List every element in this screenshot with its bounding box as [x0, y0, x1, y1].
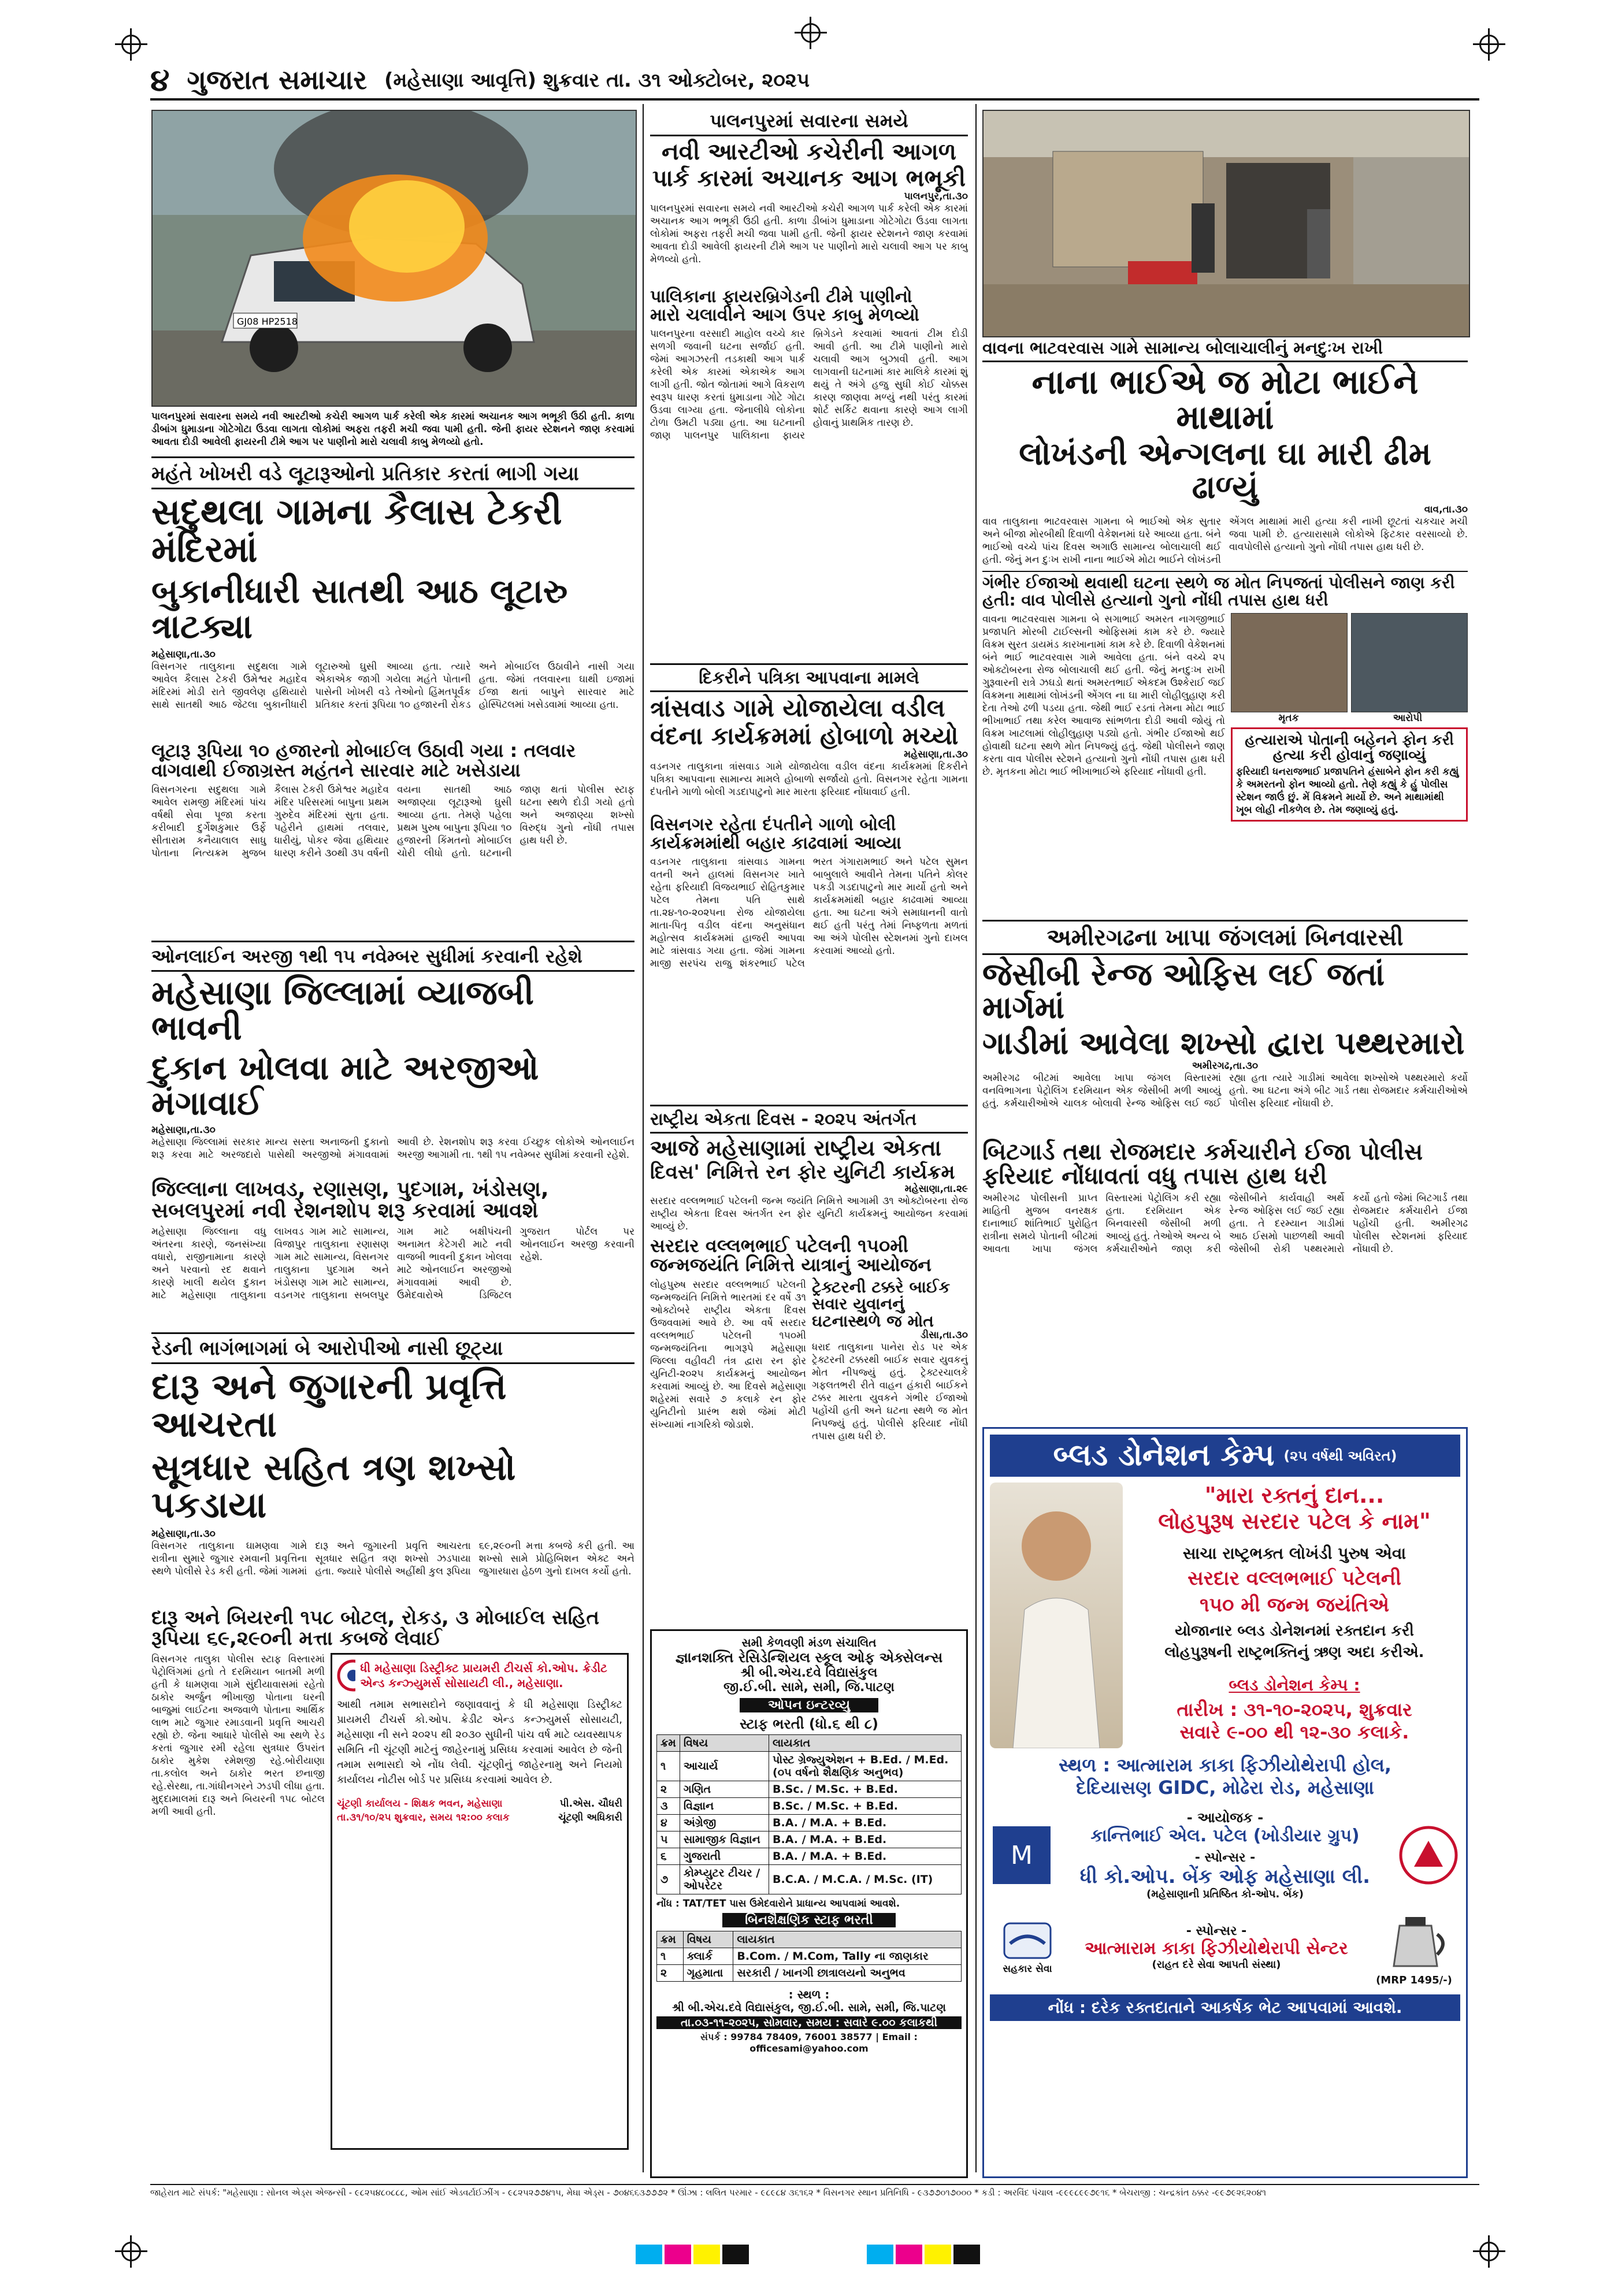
car-fire-sub-2: મારો ચલાવીને આગ ઉપર કાબુ મેળવ્યો — [650, 304, 919, 325]
school-ad — [650, 1629, 968, 2178]
blood-camp-years: (૨૫ વર્ષથી અવિરત) — [1283, 1447, 1397, 1464]
color-bar-yellow — [925, 2245, 951, 2264]
table-row — [657, 1752, 962, 1781]
camp-label: બ્લડ ડોનેશન કેમ્પ : — [1229, 1675, 1360, 1695]
ration-subhead: જિલ્લાના લાખવડ, રણાસણ, પુદગામ, ખંડોસણ, સબલપુરમાં નવી રેશનશોપ શરૂ કરવામાં આવશે — [151, 1177, 549, 1223]
table-row — [657, 1781, 962, 1798]
car-fire-photo — [151, 110, 637, 407]
murder-body: વાવ તાલુકાના ભાટવરવાસ ગામના બે ભાઈઓ એક સુતાર અને બીજા મોરબીથી દિવાળી વેકેશનમાં ઘરે આવ્યા હતા. બંને ભાઈઓ વચ્ચે પાંચ દિવસ અગાઉ સામાન્ય બોલાચાલી થઈ હતી. જેનું મન દુઃખ રાખી નાના ભાઈએ મોટા ભાઈને લોખંડની એંગલ માથામાં મારી હત્યા કરી નાખી છૂટતાં ચકચાર મચી જવા પામી છે. હત્યારાસામે લોકોએ ફિટકાર વરસાવ્યો છે. વાવપોલીસે હત્યાનો ગુનો નોંધી તપાસ હાથ ધરી છે. — [982, 516, 1468, 566]
sponsor-1-sub: (મહેસાણાની પ્રતિષ્ઠિત કો-ઓપ. બેંક) — [1146, 1888, 1304, 1900]
tractor-headline: ટ્રેક્ટરની ટક્કરે બાઈક સવાર યુવાનનું ઘટનાસ્થળે જ મોત — [812, 1277, 951, 1331]
registration-mark — [801, 23, 821, 43]
table-cell: ગણિત — [680, 1781, 769, 1798]
vandana-article — [650, 668, 968, 1101]
sponsor-2-label: - સ્પોન્સર - — [1186, 1924, 1247, 1938]
table-cell: B.A. / M.A. + B.Ed. — [769, 1848, 962, 1865]
staff-heading: સ્ટાફ ભરતી (ધો.૬ થી ૮) — [739, 1716, 879, 1732]
sponsor-1-label: - સ્પોન્સર - — [1194, 1851, 1256, 1865]
society-notice — [331, 1653, 629, 2150]
murder-body-2: વાવના ભાટવરવાસ ગામના બે સગાભાઈ અમરત નાગજીભાઈ પ્રજાપતિ મોરબી ટાઈલ્સની ઓફિસમાં કામ કરે છે. જ્યારે વિક્રમ સુરત ડાયમંડ કારખાનામાં કામ કરે છે. દિવાળી વેકેશનમાં બંને ભાઈ ભાટવરવાસ ગામે આવેલા હતા. બંને વચ્ચે ૨૫ ઓક્ટોબરના રોજ બોલાચાલી થઈ હતી. જેનું મનદુઃખ રાખી ગુરૂવારની રાત્રે ઝઘડો થતાં અમરતભાઈ એકદમ ઉશ્કેરાઈ જઈ વિક્રમના માથામાં લોખંડની એંગલ ના ઘા મારી લોહીલુહાણ કરી દેતા તેઓ ઢળી પડયા હતા. જેથી ભાઈ રડતાં તેમના મોટા ભાઈ ભીખાભાઈ તથા કરેલ આવાજ સાંભળતા દોડી આવી જોયું તો વિક્રમ ખાટલામાં લોહીલુહાણ પડ્યો હતો. ગંભીર ઈજાઓ થઈ હોવાથી ઘટના સ્થળે મોત નિપજ્યું હતું. જેથી પોલીસને જાણ કરતા વાવ પોલીસ સ્ટેશને હત્યાનો ગુનો નોંધી તપાસ હાથ ધરી છે. મૃતકના મોટા ભાઈ ભીખાભાઈએ ફરિયાદ નોંધાવી હતી. — [982, 614, 1225, 778]
vandana-kicker: દિકરીને પત્રિકા આપવાના મામલે — [650, 668, 968, 692]
col-qualification: લાયકાત — [769, 1735, 962, 1752]
portrait-illustration — [990, 1483, 1123, 1748]
table-cell: સામાજીક વિજ્ઞાન — [680, 1831, 769, 1848]
svg-text:M: M — [1011, 1840, 1033, 1870]
table-row — [657, 1815, 962, 1831]
jcb-subhead: બિટગાર્ડ તથા રોજમદાર કર્મચારીને ઈજા પોલીસ ફરિયાદ નોંધાવતાં વધુ તપાસ હાથ ધરી — [982, 1139, 1423, 1190]
unity-dateline: મહેસાણા,તા.૨૯ — [904, 1183, 968, 1195]
murder-subhead: ગંભીર ઈજાઓ થવાથી ઘટના સ્થળે જ મોત નિપજતાં પોલીસને જાણ કરી હતી: વાવ પોલીસે હત્યાનો ગુનો નોંધી તપાસ હાથ ધરી — [982, 571, 1468, 608]
nonteaching-heading: બિનશૈક્ષણિક સ્ટાફ ભરતી — [722, 1913, 896, 1927]
jcb-article — [982, 924, 1468, 1421]
venue-label: : સ્થળ : — [788, 1987, 830, 2001]
table-cell: ૧ — [657, 1752, 680, 1781]
section-rule — [650, 663, 968, 665]
car-fire-headline-1: નવી આરટીઓ કચેરીની આગળ — [662, 139, 956, 165]
society-date: તા.૩૧/૧૦/૨૫ શુક્રવાર, સમય ૧૨:૦૦ કલાક — [337, 1811, 510, 1823]
society-place: ચૂંટણી કાર્યાલય - શિક્ષક ભવન, મહેસાણા — [337, 1797, 503, 1810]
robbery-dateline: મહેસાણા,તા.૩૦ — [151, 648, 216, 660]
col-qualification: લાયકાત — [733, 1931, 962, 1948]
table-cell: B.Sc. / M.Sc. + B.Ed. — [769, 1798, 962, 1815]
murder-dateline: વાવ,તા.૩૦ — [1424, 504, 1468, 516]
blood-camp-ad — [982, 1427, 1468, 2178]
table-cell: B.C.A. / M.C.A. / M.Sc. (IT) — [769, 1865, 962, 1894]
car-fire-article — [650, 110, 968, 659]
color-bar-magenta — [896, 2245, 922, 2264]
ration-body-2: મહેસાણા જિલ્લાના વધુ અંતરના કારણે, જનસંખ્યા વધારો, રાજીનામાના કારણે અને પરવાનો રદ થવાને કારણે ખાલી થયેલ દુકાન માટે મહેસાણા તાલુકાના લાખવડ ગામ માટે સામાન્ય, વિજાપુર તાલુકાના રણાસણ ગામ માટે સામાન્ય, વિસનગર તાલુકાના પુદગામ અને ખંડોસણ ગામ માટે સામાન્ય, વડનગર તાલુકાના સબલપુર ગામ માટે બક્ષીપંચની અનામત કેટેગરી માટે નવી વાજબી ભાવની દુકાન ખોલવા માટે ઓનલાઈન અરજીઓ મંગાવવામાં આવી છે. ઉમેદવારોએ ડિજિટલ ગુજરાત પોર્ટલ પર ઓનલાઈન અરજી કરવાની રહેશે. — [151, 1226, 634, 1302]
school-contact: સંપર્ક : 99784 78409, 76001 38577 | Email : officesami@yahoo.com — [700, 2031, 918, 2054]
car-fire-headline-2: પાર્ક કારમાં અચાનક આગ ભભૂકી — [652, 165, 966, 192]
car-fire-illustration — [153, 111, 636, 406]
car-fire-sub-1: પાલિકાના ફાયરબ્રિગેડની ટીમે પાણીનો — [650, 287, 912, 307]
society-name: ધી મહેસાણા ડિસ્ટ્રીક્ટ પ્રાયમરી ટીચર્સ કો.ઓપ. ક્રેડીટ એન્ડ કન્ઝ્યુમર્સ સોસાયટી લી., મહેસાણા. — [360, 1660, 607, 1690]
school-org: સમી કેળવણી મંડળ સંચાલિત — [741, 1636, 877, 1649]
car-fire-dateline: પાલનપુર,તા.૩૦ — [904, 191, 968, 202]
blood-quote-2: લોહપુરૂષ સરદાર પટેલ કે નામ" — [1158, 1509, 1431, 1534]
unity-headline-2: દિવસ' નિમિત્તે રન ફોર યુનિટી કાર્યક્રમ — [650, 1160, 955, 1184]
camp-time: સવારે ૯-૦૦ થી ૧૨-૩૦ કલાકે. — [1179, 1721, 1409, 1743]
organiser-label: - આયોજક - — [1186, 1810, 1264, 1826]
murder-callout — [1231, 727, 1468, 822]
table-cell: ૨ — [657, 1781, 680, 1798]
robbery-kicker: મહંતે ખોખરી વડે લૂટારૂઓનો પ્રતિકાર કરતાં ભાગી ગયા — [151, 462, 634, 489]
tractor-body: ધરાદ તાલુકાના પાનેરા રોડ પર એક ટ્રેક્ટરની ટક્કરથી બાઈક સવાર યુવકનું મોત નીપજ્યું હતું. ટ્રેક્ટરચાલકે ગફલતભરી રીતે વાહન હંકારી બાઈકને ટક્કર મારતા યુવકને ગંભીર ઈજાઓ પહોંચી હતી અને ઘટના સ્થળે જ મોત નિપજ્યું હતું. પોલીસે ફરિયાદ નોંધી તપાસ હાથ ધરી છે. — [812, 1341, 968, 1442]
sponsor-1: ધી કો.ઓપ. બેંક ઓફ મહેસાણા લી. — [1079, 1865, 1371, 1888]
table-cell: સરકારી / ખાનગી છાત્રાલયનો અનુભવ — [733, 1965, 962, 1982]
organiser-logo-icon — [990, 1823, 1053, 1887]
liquor-dateline: મહેસાણા,તા.૩૦ — [151, 1528, 216, 1540]
newspaper-brand: ગુજરાત સમાચાર — [187, 64, 368, 95]
temple-logo-icon — [1397, 1823, 1460, 1887]
victim-photo — [1231, 613, 1348, 712]
organiser-name: કાન્તિભાઈ એલ. પટેલ (ખોડીયાર ગ્રુપ) — [1090, 1826, 1360, 1846]
section-rule — [151, 941, 634, 942]
robbery-headline-2: બુકાનીધારી સાતથી આઠ લૂટારુ ત્રાટક્યા — [151, 571, 568, 647]
blood-camp-title: બ્લડ ડોનેશન કેમ્પ — [1053, 1438, 1275, 1473]
ration-headline-1: મહેસાણા જિલ્લામાં વ્યાજબી ભાવની — [151, 973, 534, 1047]
table-row — [657, 1848, 962, 1865]
accused-label: આરોપી — [1393, 712, 1423, 725]
society-officer: પી.એસ. ચૌધરી — [559, 1797, 622, 1810]
murder-scene-photo — [982, 110, 1470, 337]
liquor-article — [151, 1337, 634, 2180]
society-officer-role: ચૂંટણી અધિકારી — [558, 1811, 622, 1823]
ad-contact-footer: જાહેરાત માટે સંપર્ક: "મહેસાણા : સોનલ એડ્સ એજન્સી - ૯૮૨૫૪૮૦૮૮૮, ઓમ સાંઈ એડવર્ટાઈઝીંગ - ૯૮૨૫૨૭૭૪૧૫, મેઘા એડ્સ - ૭૦૪૬૬૩૭૭૭૨ * ઊંઝા : લલિત પરમાર - ૯૮૯૮૪ ૩૬૧૬૨ * વિસનગર સ્થાન પ્રતિનિધિ - ૯૩૭૭૦૧૭૦૦૦ * કડી : અરવિંદ પંચાલ -૯૯૯૮૯૯૭૯૧૬ * બેચરાજી : ચન્દ્રકાંત ઠક્કર -૯૯૭૯૨૬૨૦૪૧ — [150, 2184, 1479, 2205]
registration-mark — [121, 35, 141, 54]
kettle-gift-icon — [1376, 1908, 1452, 1972]
liquor-kicker: રેડની ભાગંભાગમાં બે આરોપીઓ નાસી છૂટ્યા — [151, 1337, 634, 1364]
liquor-body-2: વિસનગર તાલુકા પોલીસ સ્ટાફ વિસ્તારમાં પેટ્રોલિંગમાં હતો તે દરમિયાન બાતમી મળી હતી કે ધામણવા ગામે સુંદીયાવાસમાં રહેતો ઠાકોર અર્જુન ભીખાજી પોતાના ઘરની બાજુમાં લાઈટના અજવાળે પોતાના આર્થિક લાભ માટે જુગાર રમાડવાની પ્રવૃત્તિ આચરી રહ્યો છે. જેના આધારે પોલીસે આ સ્થળે રેડ કરતાં જુગાર રમી રહેલા સુત્રધાર ઉપરાંત ઠાકોર મુકેશ રમેશજી રહે.બોરીયાણા તા.કલોલ અને ઠાકોર ભરત છનાજી રહે.સેરથા, તા.ગાંધીનગરને ઝડપી લીધા હતા. મુદ્દામાલમાં દારૂ અને બિયરની ૧૫૮ બોટલ મળી આવી હતી. — [151, 1653, 325, 1818]
table-cell: ૨ — [657, 1965, 684, 1982]
blood-quote-1: "મારા રક્તનું દાન... — [1204, 1483, 1385, 1508]
murder-callout-title: હત્યારાએ પોતાની બહેનને ફોન કરી હત્યા કરી હોવાનું જણાવ્યું — [1245, 731, 1454, 764]
section-rule — [650, 1105, 968, 1106]
column-rule — [643, 104, 644, 2172]
table-cell: ગુજરાતી — [680, 1848, 769, 1865]
registration-mark — [1479, 2242, 1499, 2261]
unity-kicker: રાષ્ટ્રીય એકતા દિવસ - ૨૦૨૫ અંતર્ગત — [650, 1109, 968, 1134]
table-cell: B.A. / M.A. + B.Ed. — [769, 1815, 962, 1831]
ration-headline-2: દુકાન ખોલવા માટે અરજીઓ મંગાવાઈ — [151, 1047, 539, 1123]
color-bar-black — [953, 2245, 980, 2264]
table-cell: ગૃહમાતા — [683, 1965, 733, 1982]
jcb-body-2: અમીરગઢ પોલીસની પ્રાપ્ત માહિતી મુજબ વનરક્ષક દાનાભાઈ શાંતિભાઈ પુરોહિત રાત્રીના સમયે પોતાની બીટમાં આવતા ખાપા જંગલ વિસ્તારમાં પેટ્રોલિંગ કરી રહ્યા હતા. દરમિયાન એક બિનવારસી જેસીબી મળી આવ્યું હતું. તેઓએ અન્ય બે કર્મચારીઓને જાણ કરી જેસીબીને કાર્યવાહી અર્થે રેન્જ ઓફિસ લઈ જઈ રહ્યા હતા. તે દરમ્યાન ગાડીમાં આઠ ઈસમો પાછળથી આવી જેસીબી રોકી પથ્થરમારો કર્યો હતો જેમાં બિટગાર્ડ તથા રોજમદાર કર્મચારીને ઈજા પહોંચી હતી. અમીરગઢ પોલીસ સ્ટેશનમાં ફરિયાદ નોંધાવી છે. — [982, 1192, 1468, 1255]
vandana-body-2: વડનગર તાલુકાના ત્રાંસવાડ ગામના વતની અને હાલમાં વિસનગર ખાતે રહેતા ફરિયાદી વિજયભાઈ રોહિતકુમાર પટેલ તેમના પતિ સાથે તા.૨૪-૧૦-૨૦૨૫ના રોજ યોજાયેલા માતા-પિતૃ વડીલ વંદના અનુસંધાન મહોત્સવ કાર્યક્રમમાં હાજરી આપવા માટે ત્રાંસવાડ ગયા હતા. જેમાં ગામના માજી સરપંચ રાજુ શંકરભાઈ પટેલ ભરત ગંગારામભાઈ અને પટેલ સુમન બાબુલાલે આવીને તેમના પતિને કોલર પકડી ગડદાપાટુનો માર માર્યો હતો અને કાર્યક્રમમાંથી બહાર કાઢવામાં આવ્યા હતા. આ ઘટના અંગે સમાધાનની વાતો થઈ હતી પરંતુ તેમાં નિષ્ફળતા મળતાં આ અંગે પોલીસ સ્ટેશનમાં ગુનો દાખલ કરવામાં આવ્યો હતો. — [650, 856, 968, 970]
registration-mark — [121, 2242, 141, 2261]
page-header — [150, 62, 1479, 101]
murder-kicker: વાવના ભાટવરવાસ ગામે સામાન્ય બોલાચાલીનું મનદુઃખ રાખી — [982, 338, 1468, 362]
table-cell: ૬ — [657, 1848, 680, 1865]
school-addr: શ્રી બી.એચ.દવે વિદ્યાસંકુલ — [740, 1666, 878, 1680]
table-cell: ૪ — [657, 1815, 680, 1831]
col-subject: વિષય — [683, 1931, 733, 1948]
sardar-patel-portrait — [990, 1483, 1123, 1748]
interview-date: તા.૦૩-૧૧-૨૦૨૫, સોમવાર, સમય : સવારે ૯.૦૦ કલાકથી — [656, 2016, 962, 2029]
liquor-subhead: દારૂ અને બિયરની ૧૫૮ બોટલ, રોકડ, ૩ મોબાઈલ સહિત રૂપિયા ૬૯,૨૯૦ની મત્તા કબજે લેવાઈ — [151, 1606, 600, 1651]
column-rule — [975, 104, 977, 2172]
color-bar-yellow — [693, 2245, 720, 2264]
accused-photo — [1351, 613, 1468, 712]
kettle-mrp: (MRP 1495/-) — [1376, 1974, 1452, 1986]
robbery-body: વિસનગર તાલુકાના સદુથલા ગામે આવેલ કૈલાસ ટેકરી ઉમેશ્વર મહાદેવ મંદિરમાં મોડી રાતે જીવલેણ હથિયારો સાથે સાતથી આઠ જેટલા બુકાનીધારી લૂટારુઓ ઘુસી આવ્યા હતા. ત્યારે એકાએક જાગી ગયેલા મહંતે પોતાની પાસેની ખોખરી વડે તેઓનો હિંમતપૂર્વક પ્રતિકાર કરતાં રૂપિયા ૧૦ હજારની રોકડ અને મોબાઈલ ઉઠાવીને નાસી ગયા હતા. જેમાં તલવારના ઘાથી ઇજામાં ઈજા થતાં બાપુને સારવાર માટે હોસ્પિટલમાં ખસેડવામાં આવ્યા હતા. — [151, 660, 634, 711]
car-fire-body-2: પાલનપુરના વરસાદી માહોલ વચ્ચે કાર સળગી જવાની ઘટના સર્જાઈ હતી. જેમાં આગઝરતી તડકાથી આગ પાર્ક કરેલી એક કારમાં એકાએક આગ લાગી હતી. જોત જોતામાં આગે વિકરાળ સ્વરૂપ ધારણ કરતાં ધુમાડાના ગોટે ગોટા ઉડવા લાગ્યા હતા. જેનાલીધે લોકોના ટોળા ઉમટી પડ્યા હતા. આ ઘટનાની જાણ પાલનપુર પાલિકાના ફાયર બ્રિગેડને કરવામાં આવતાં ટીમ દોડી આવી હતી. આ ટીમે પાણીનો મારો ચલાવી આગ બુઝાવી હતી. આગ લાગવાની ઘટનામાં કાર માલિકે કારમાં શું થયું તે અંગે હજુ સુધી કોઈ ચોક્કસ કારણ જાણવા મળ્યું નથી પરંતુ કારમાં શોર્ટ સર્કિટ થવાના કારણે આગ લાગી હોવાનું પ્રાથમિક તારણ છે. — [650, 328, 968, 441]
jcb-kicker: અમીરગઢના ખાપા જંગલમાં બિનવારસી — [982, 924, 1468, 955]
color-bar-cyan — [636, 2245, 662, 2264]
robbery-body-2: વિસનગરના સદુથલા ગામે આવેલ રામજી મંદિરમાં પાંચ વર્ષથી સેવા પૂજા કરતા કરીબાદી દુર્ગેશકુમાર ઉર્ફે સીતારામ કનૈયાલાલ સાધુ પોતાના નિત્યક્રમ મુજબ કૈલાસ ટેકરી ઉમેશ્વર મહાદેવ મંદિર પરિસરમાં બાપુના પ્રથમ ગુરુદેવ મંદિરમાં સુતા હતા. પહેરીને હાથમાં તલવાર, ધારીયું, પોકર જેવા હથિયાર ધારણ કરીને ૩૦થી ૩૫ વર્ષની વયના સાતથી આઠ અજાણ્યા લૂટારૂઓ ઘુસી આવ્યા હતા. તેમણે પહેલા પ્રથમ પુરુષ બાપુના રૂપિયા ૧૦ હજારની કિંમતનો મોબાઈલ ચોરી લીધો હતો. ઘટનાની જાણ થતાં પોલીસ સ્ટાફ ઘટના સ્થળે દોડી ગયો હતો અને અજાણ્યા શખ્સો વિરુદ્ધ ગુનો નોંધી તપાસ હાથ ધરી છે. — [151, 784, 634, 860]
blood-camp-note: નોંધ : દરેક રક્તદાતાને આકર્ષક ભેટ આપવામાં આવશે. — [990, 1994, 1460, 2021]
registration-mark — [1479, 35, 1499, 54]
color-bar-black — [722, 2245, 749, 2264]
blood-line-5: લોહપુરૂષની રાષ્ટ્રભક્તિનું ઋણ અદા કરીએ. — [1164, 1644, 1424, 1661]
society-body: આથી તમામ સભાસદોને જણાવવાનું કે ધી મહેસાણા ડિસ્ટ્રીક્ટ પ્રાયમરી ટીચર્સ કો.ઓપ. ક્રેડીટ એન્ડ કન્ઝ્યુમર્સ સોસાયટી, મહેસાણા ની સને ૨૦૨૫ થી ૨૦૩૦ સુધીની પાંચ વર્ષ માટે વ્યવસ્થાપક સમિતિ ની ચૂંટણી માટેનું જાહેરનામું પ્રસિધ્ધ કરવામાં આવેલ છે જેની તમામ સભાસદો એ નોંધ લેવી. ચૂંટણીનું જાહેરનામુ અને નિયમો કાર્યાલય નોટીસ બોર્ડ પર પ્રસિધ્ધ કરવામાં આવેલ છે. — [337, 1698, 622, 1786]
camp-venue-1: સ્થળ : આત્મારામ કાકા ફિઝીયોથેરાપી હોલ, — [1058, 1754, 1392, 1776]
car-fire-caption: પાલનપુરમાં સવારના સમયે નવી આરટીઓ કચેરી આગળ પાર્ક કરેલી એક કારમાં અચાનક આગ ભભૂકી ઉઠી હતી. કાળા ડીબાંગ ધુમાડાના ગોટેગોટા ઉડવા લાગતા લોકોમાં અફરા તફરી મચી જવા પામી હતી. જેની ફાયર સ્ટેશનને જાણ કરવામાં આવતા દોડી આવેલી ફાયરની ટીમે આગ પર પાણીનો મારો ચલાવી કાબુ મેળવ્યો હતો. — [151, 411, 634, 448]
unity-body-2: લોહપુરુષ સરદાર વલ્લભભાઈ પટેલની જન્મજયંતિ નિમિત્તે ભારતમાં દર વર્ષે ૩૧ ઓક્ટોબરે રાષ્ટ્રીય એકતા દિવસ ઉજવવામાં આવે છે. આ વર્ષે સરદાર વલ્લભભાઈ પટેલની ૧૫૦મી જન્મજયંતિના ભાગરૂપે મહેસાણા જિલ્લા વહીવટી તંત્ર દ્વારા રન ફોર યુનિટી-૨૦૨૫ કાર્યક્રમનું આયોજન કરવામાં આવ્યું છે. આ દિવસે મહેસાણા શહેરમાં સવારે ૭ કલાકે રન ફોર યુનિટીનો પ્રારંભ થશે જેમાં મોટી સંખ્યામાં નાગરિકો જોડાશે. — [650, 1279, 806, 1431]
table-row — [657, 1831, 962, 1848]
jcb-body: અમીરગઢ બીટમાં આવેલા ખાપા જંગલ વિસ્તારમાં વનવિભાગના પેટ્રોલિંગ દરમિયાન એક જેસીબી મળી આવ્યું હતું. કર્મચારીઓએ ચાલક બોલાવી રેન્જ ઓફિસ લઈ જઈ રહ્યા હતા ત્યારે ગાડીમાં આવેલા શખ્સોએ પથ્થરમારો કર્યો હતો. આ ઘટના અંગે બીટ ગાર્ડ તથા રોજમદાર કર્મચારીઓએ પોલીસ ફરિયાદ નોંધાવી છે. — [982, 1072, 1468, 1110]
liquor-headline-2: સૂત્રધાર સહિત ત્રણ શખ્સો પકડાયા — [151, 1446, 516, 1526]
table-cell: ૫ — [657, 1831, 680, 1848]
table-cell: ક્લાર્ક — [683, 1948, 733, 1965]
society-logo-icon — [337, 1659, 355, 1692]
vandana-headline-2: વંદના કાર્યક્રમમાં હોબાળો મચ્યો — [650, 722, 959, 751]
murder-scene-illustration — [984, 111, 1469, 336]
sponsor-2: આત્મારામ કાકા ફિઝીયોથેરાપી સેન્ટર — [1085, 1938, 1348, 1959]
liquor-body: વિસનગર તાલુકાના ઘામણવા ગામે રાત્રીના સુમારે જુગાર રમવાની પ્રવૃત્તિના સ્થળે પોલીસે રેડ કરી હતી. જેમાં ગામમાં દારૂ અને જુગારની પ્રવૃત્તિ આચરતા સૂત્રધાર સહિત ત્રણ શખ્સો ઝડપાયા હતા. જ્યારે પોલીસે અહીંથી કુલ રૂપિયા ૬૯,૨૯૦ની મત્તા કબજે કરી હતી. આ શખ્સો સામે પ્રોહિબિશન એક્ટ અને જુગારધારા હેઠળ ગુનો દાખલ કર્યો હતો. — [151, 1540, 634, 1578]
robbery-article — [151, 462, 634, 936]
vandana-body: વડનગર તાલુકાના ત્રાંસવાડ ગામે યોજાયેલા વડીલ વંદના કાર્યક્રમમાં દિકરીને પત્રિકા આપવાના સામાન્ય મામલે હોબાળો સર્જાયો હતો. વિસનગર રહેતા ગામના દંપતીને ગાળો બોલી ગડદાપાટુનો માર મારતા ફરિયાદ નોંધાવાઈ હતી. — [650, 761, 968, 798]
murder-article — [982, 338, 1468, 916]
table-row — [657, 1965, 962, 1982]
table-cell: અંગ્રેજી — [680, 1815, 769, 1831]
liquor-headline-1: દારૂ અને જુગારની પ્રવૃત્તિ આચરતા — [151, 1365, 507, 1446]
page-number: ૪ — [150, 62, 170, 98]
tractor-dateline: ડીસા,તા.૩૦ — [920, 1329, 968, 1341]
service-label: સહકાર સેવા — [1003, 1963, 1052, 1975]
col-subject: વિષય — [680, 1735, 769, 1752]
handshake-icon — [1001, 1920, 1053, 1961]
unity-article — [650, 1109, 968, 1623]
table-row — [657, 1865, 962, 1894]
camp-venue-2: દેદિયાસણ GIDC, મોઢેરા રોડ, મહેસાણા — [1076, 1777, 1374, 1799]
table-cell: આચાર્ય — [680, 1752, 769, 1781]
teaching-staff-table — [656, 1734, 962, 1894]
number-plate: GJ08 HP2518 — [237, 316, 298, 327]
table-cell: B.Com. / M.Com, Tally ના જાણકાર — [733, 1948, 962, 1965]
table-cell: પોસ્ટ ગ્રેજ્યુએશન + B.Ed. / M.Ed. (૦૫ વર્ષનો શૈક્ષણિક અનુભવ) — [769, 1752, 962, 1781]
section-rule — [151, 1332, 634, 1334]
sponsor-2-sub: (રાહત દરે સેવા આપતી સંસ્થા) — [1152, 1959, 1281, 1971]
school-addr-2: જી.ઈ.બી. સામે, સમી, જિ.પાટણ — [723, 1680, 895, 1695]
color-bar-cyan — [867, 2245, 893, 2264]
school-note: નોંધ : TAT/TET પાસ ઉમેદવારોને પ્રાધાન્ય આપવામાં આવશે. — [656, 1898, 900, 1909]
table-row — [657, 1948, 962, 1965]
edition-date: (મહેસાણા આવૃત્તિ) શુક્રવાર તા. ૩૧ ઓક્ટોબર, ૨૦૨૫ — [384, 69, 810, 92]
robbery-subhead: લૂટારૂ રૂપિયા ૧૦ હજારનો મોબાઈલ ઉઠાવી ગયા : તલવાર વાગવાથી ઈજાગ્રસ્ત મહંતને સારવાર માટે ખસેડાયા — [151, 739, 576, 781]
camp-date: તારીખ : ૩૧-૧૦-૨૦૨૫, શુક્રવાર — [1177, 1699, 1412, 1721]
col-sr: ક્રમ — [657, 1735, 680, 1752]
blood-line-3: ૧૫૦ મી જન્મ જયંતિએ — [1199, 1593, 1389, 1617]
car-fire-kicker: પાલનપુરમાં સવારના સમયે — [650, 110, 968, 136]
table-cell: ૩ — [657, 1798, 680, 1815]
table-cell: વિજ્ઞાન — [680, 1798, 769, 1815]
color-bar-magenta — [665, 2245, 691, 2264]
nonteaching-staff-table — [656, 1931, 962, 1982]
ration-dateline: મહેસાણા,તા.૩૦ — [151, 1124, 216, 1136]
vandana-headline-1: ત્રાંસવાડ ગામે યોજાયેલા વડીલ — [650, 694, 945, 722]
jcb-dateline: અમીરગઢ,તા.૩૦ — [1192, 1060, 1259, 1072]
table-cell: B.A. / M.A. + B.Ed. — [769, 1831, 962, 1848]
col-sr: ક્રમ — [657, 1931, 684, 1948]
murder-callout-body: ફરિયાદી ધનરાજભાઈ પ્રજાપતિને હંસાબેને ફોન કરી કહ્યું કે અમરતનો ફોન આવ્યો હતો. તેણે કહ્યું કે હું પોલીસ સ્ટેશન જાઉં છું. મેં વિક્રમને માર્યો છે. અને માથામાંથી ખૂબ લોહી નીકળેલ છે. તેમ જણાવ્યું હતું. — [1236, 766, 1459, 816]
robbery-headline-1: સદુથલા ગામના કૈલાસ ટેકરી મંદિરમાં — [151, 491, 562, 571]
blood-line-4: યોજાનાર બ્લડ ડોનેશનમાં રક્તદાન કરી — [1175, 1622, 1414, 1640]
table-cell: ૭ — [657, 1865, 680, 1894]
murder-headline-1: નાના ભાઈએ જ મોટા ભાઈને માથામાં — [1031, 362, 1419, 437]
murder-headline-2: લોખંડની એન્ગલના ઘા મારી ઢીમ ઢાળ્યું — [1019, 434, 1431, 506]
table-row — [657, 1798, 962, 1815]
table-cell: ૧ — [657, 1948, 684, 1965]
victim-label: મૃતક — [1278, 712, 1299, 725]
section-rule — [151, 456, 634, 458]
unity-subhead: સરદાર વલ્લભભાઈ પટેલની ૧૫૦મી જન્મજયંતિ નિમિત્તે યાત્રાનું આયોજન — [650, 1234, 932, 1276]
ration-kicker: ઓનલાઈન અરજી ૧થી ૧૫ નવેમ્બર સુધીમાં કરવાની રહેશે — [151, 945, 634, 972]
open-interview: ઓપન ઇન્ટરવ્યુ — [740, 1698, 878, 1712]
jcb-headline-1: જેસીબી રેન્જ ઓફિસ લઈ જતાં માર્ગમાં — [982, 956, 1385, 1026]
section-rule — [982, 920, 1468, 922]
ration-article — [151, 945, 634, 1327]
vandana-dateline: મહેસાણા,તા.૩૦ — [904, 749, 968, 761]
ration-body: મહેસાણા જિલ્લામાં સરકાર માન્ય સસ્તા અનાજની દુકાનો શરૂ કરવા માટે અરજદારો પાસેથી અરજીઓ મંગાવવામાં આવી છે. રેશનશોપ શરૂ કરવા ઈચ્છુક લોકોએ ઓનલાઈન અરજી આગામી તા. ૧થી ૧૫ નવેમ્બર સુધીમાં કરવાની રહેશે. — [151, 1136, 634, 1161]
table-cell: કોમ્પ્યુટર ટીચર / ઓપરેટર — [680, 1865, 769, 1894]
vandana-subhead: વિસનગર રહેતા દંપતીને ગાળો બોલી કાર્યક્રમમાંથી બહાર કાઢવામાં આવ્યા — [650, 815, 901, 853]
unity-body: સરદાર વલ્લભભાઈ પટેલની જન્મ જયંતિ નિમિત્તે આગામી ૩૧ ઓક્ટોબરના રોજ રાષ્ટ્રીય એકતા દિવસ અંતર્ગત રન ફોર યુનિટી કાર્યક્રમનું આયોજન કરવામાં આવ્યું છે. — [650, 1195, 968, 1232]
table-cell: B.Sc. / M.Sc. + B.Ed. — [769, 1781, 962, 1798]
school-venue: શ્રી બી.એચ.દવે વિદ્યાસંકુલ, જી.ઈ.બી. સામે, સમી, જિ.પાટણ — [672, 2001, 946, 2014]
blood-line-2: સરદાર વલ્લભભાઈ પટેલની — [1187, 1567, 1401, 1590]
blood-line-1: સાચા રાષ્ટ્રભક્ત લોખંડી પુરુષ એવા — [1182, 1544, 1407, 1563]
jcb-headline-2: ગાડીમાં આવેલા શખ્સો દ્વારા પથ્થરમારો — [982, 1025, 1465, 1062]
unity-headline-1: આજે મહેસાણામાં રાષ્ટ્રીય એકતા — [650, 1135, 941, 1161]
car-fire-body: પાલનપુરમાં સવારના સમયે નવી આરટીઓ કચેરી આગળ પાર્ક કરેલી એક કારમાં અચાનક આગ ભભૂકી ઉઠી હતી. કાળા ડીબાંગ ધુમાડાના ગોટેગોટા ઉડવા લાગતા લોકોમાં અફરા તફરી મચી જવા પામી હતી. જેની ફાયર સ્ટેશનને જાણ કરવામાં આવતા દોડી આવેલી ફાયરની ટીમે આગ પર પાણીનો મારો ચલાવી આગ પર કાબુ મેળવ્યો હતો. — [650, 203, 968, 265]
school-name: જ્ઞાનશક્તિ રેસિડેન્શિયલ સ્કૂલ ઓફ એક્સેલન્સ — [675, 1649, 943, 1666]
